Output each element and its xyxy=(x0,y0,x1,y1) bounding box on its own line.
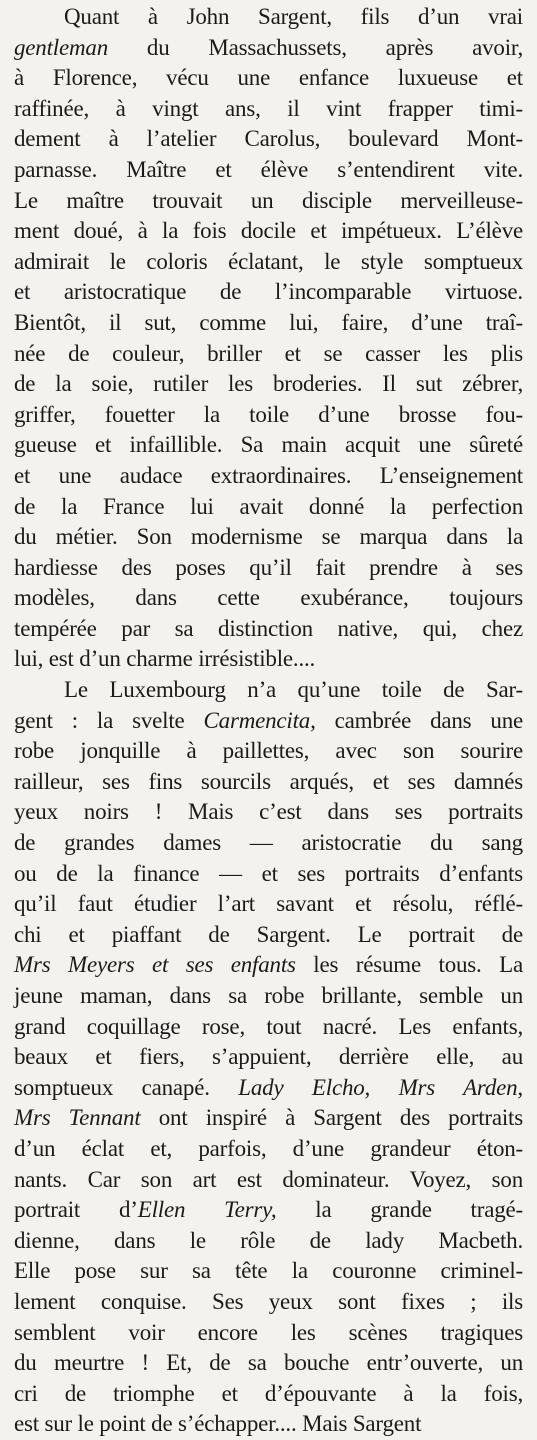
text-line xyxy=(14,1134,523,1165)
italic-text: Lady Elcho, Mrs Arden, xyxy=(238,1074,523,1100)
text-line xyxy=(14,889,523,920)
text-run: de la soie, rutiler les broderies. Il sut zébrer, xyxy=(14,371,523,397)
text-run: portrait d’ xyxy=(14,1197,138,1223)
text-run: du métier. Son modernisme se marqua dans la xyxy=(14,524,523,550)
text-run: yeux noirs ! Mais c’est dans ses portraits xyxy=(14,799,523,825)
text-line xyxy=(14,644,523,675)
text-run: semblent voir encore les scènes tragiques xyxy=(14,1319,523,1345)
text-line xyxy=(14,614,523,645)
text-line xyxy=(14,553,523,584)
text-run: raffinée, à vingt ans, il vint frapper timi- xyxy=(14,95,523,121)
text-run: gueuse et infaillible. Sa main acquit une sûreté xyxy=(14,432,523,458)
text-run: de la France lui avait donné la perfection xyxy=(14,493,523,519)
text-run: tempérée par sa distinction native, qui, chez xyxy=(14,615,523,641)
text-run: née de couleur, briller et se casser les plis xyxy=(14,340,523,366)
text-run: lui, est d’un charme irrésistible.... xyxy=(14,646,316,672)
body-text xyxy=(14,2,523,1440)
text-line xyxy=(14,400,523,431)
text-line xyxy=(14,124,523,155)
text-line xyxy=(14,859,523,890)
text-run: admirait le coloris éclatant, le style somptueux xyxy=(14,248,523,274)
text-line xyxy=(14,1348,523,1379)
text-run: cri de triomphe et d’épouvante à la fois, xyxy=(14,1380,523,1406)
text-run: hardiesse des poses qu’il fait prendre à ses xyxy=(14,554,523,580)
text-line xyxy=(14,1073,523,1104)
text-line xyxy=(14,1409,523,1440)
text-run: la grande tragé- xyxy=(276,1197,523,1223)
text-run: grand coquillage rose, tout nacré. Les enfants, xyxy=(14,1013,523,1039)
text-line xyxy=(14,706,523,737)
text-line xyxy=(14,277,523,308)
text-run: lement conquise. Ses yeux sont fixes ; ils xyxy=(14,1288,523,1314)
text-line xyxy=(14,186,523,217)
text-line xyxy=(14,1318,523,1349)
text-line xyxy=(14,1165,523,1196)
text-line xyxy=(14,369,523,400)
text-line xyxy=(14,461,523,492)
text-line xyxy=(14,1379,523,1410)
italic-text: Ellen Terry, xyxy=(137,1197,277,1223)
text-line xyxy=(14,828,523,859)
text-run: dienne, dans le rôle de lady Macbeth. xyxy=(14,1227,523,1253)
text-line xyxy=(14,675,523,706)
text-run: et aristocratique de l’incomparable virtuose. xyxy=(14,279,523,305)
text-run: Le Luxembourg n’a qu’une toile de Sar- xyxy=(64,677,523,703)
text-line xyxy=(14,1287,523,1318)
text-line xyxy=(14,981,523,1012)
text-line xyxy=(14,1256,523,1287)
italic-text: Mrs Meyers et ses enfants xyxy=(14,952,296,978)
text-line xyxy=(14,94,523,125)
text-line xyxy=(14,583,523,614)
text-line xyxy=(14,155,523,186)
text-line xyxy=(14,1226,523,1257)
text-run: ont inspiré à Sargent des portraits xyxy=(140,1105,523,1131)
text-run: modèles, dans cette exubérance, toujours xyxy=(14,585,523,611)
text-line xyxy=(14,308,523,339)
text-run: chi et piaffant de Sargent. Le portrait de xyxy=(14,921,523,947)
text-run: beaux et fiers, s’appuient, derrière elle, au xyxy=(14,1044,523,1070)
text-run: robe jonquille à paillettes, avec son sourire xyxy=(14,738,523,764)
text-run: nants. Car son art est dominateur. Voyez, son xyxy=(14,1166,523,1192)
text-run: somptueux canapé. xyxy=(14,1074,239,1100)
text-run: Elle pose sur sa tête la couronne criminel- xyxy=(14,1258,523,1284)
text-line xyxy=(14,1195,523,1226)
text-run: qu’il faut étudier l’art savant et résolu, réflé- xyxy=(14,891,523,917)
text-line xyxy=(14,1042,523,1073)
text-run: cambrée dans une xyxy=(315,707,523,733)
paragraph xyxy=(14,675,523,1440)
text-line xyxy=(14,797,523,828)
text-line xyxy=(14,1012,523,1043)
italic-text: gentleman xyxy=(14,34,109,60)
text-line xyxy=(14,33,523,64)
text-line xyxy=(14,1103,523,1134)
text-run: ment doué, à la fois docile et impétueux. L’élève xyxy=(14,218,523,244)
text-run: Quant à John Sargent, fils d’un vrai xyxy=(64,4,523,29)
text-run: griffer, fouetter la toile d’une brosse fou- xyxy=(14,401,523,427)
text-run: à Florence, vécu une enfance luxueuse et xyxy=(14,65,523,91)
text-run: du meurtre ! Et, de sa bouche entr’ouverte, un xyxy=(14,1350,523,1376)
text-line xyxy=(14,247,523,278)
italic-text: Carmencita, xyxy=(203,707,316,733)
text-run: railleur, ses fins sourcils arqués, et ses damnés xyxy=(14,768,523,794)
text-line xyxy=(14,492,523,523)
paragraph xyxy=(14,2,523,675)
text-run: Le maître trouvait un disciple merveilleuse- xyxy=(14,187,523,213)
text-line xyxy=(14,339,523,370)
text-run: et une audace extraordinaires. L’enseignement xyxy=(14,462,523,488)
text-line xyxy=(14,63,523,94)
text-run: les résume tous. La xyxy=(295,952,523,978)
text-run: de grandes dames — aristocratie du sang xyxy=(14,830,523,856)
text-run: est sur le point de s’échapper.... Mais Sargent xyxy=(14,1411,422,1437)
text-line xyxy=(14,216,523,247)
text-line xyxy=(14,2,523,33)
text-run: jeune maman, dans sa robe brillante, semble un xyxy=(14,983,523,1008)
text-run: du Massachussets, après avoir, xyxy=(108,34,523,60)
italic-text: Mrs Tennant xyxy=(14,1105,141,1131)
text-run: Bientôt, il sut, comme lui, faire, d’une traî- xyxy=(14,309,523,335)
text-run: d’un éclat et, parfois, d’une grandeur éton- xyxy=(14,1135,523,1161)
text-line xyxy=(14,736,523,767)
text-run: gent : la svelte xyxy=(14,707,204,733)
text-run: parnasse. Maître et élève s’entendirent vite. xyxy=(14,156,523,182)
text-line xyxy=(14,767,523,798)
text-run: dement à l’atelier Carolus, boulevard Mont- xyxy=(14,126,523,152)
text-line xyxy=(14,522,523,553)
text-line xyxy=(14,920,523,951)
text-line xyxy=(14,430,523,461)
text-line xyxy=(14,950,523,981)
text-run: ou de la finance — et ses portraits d’enfants xyxy=(14,860,523,886)
